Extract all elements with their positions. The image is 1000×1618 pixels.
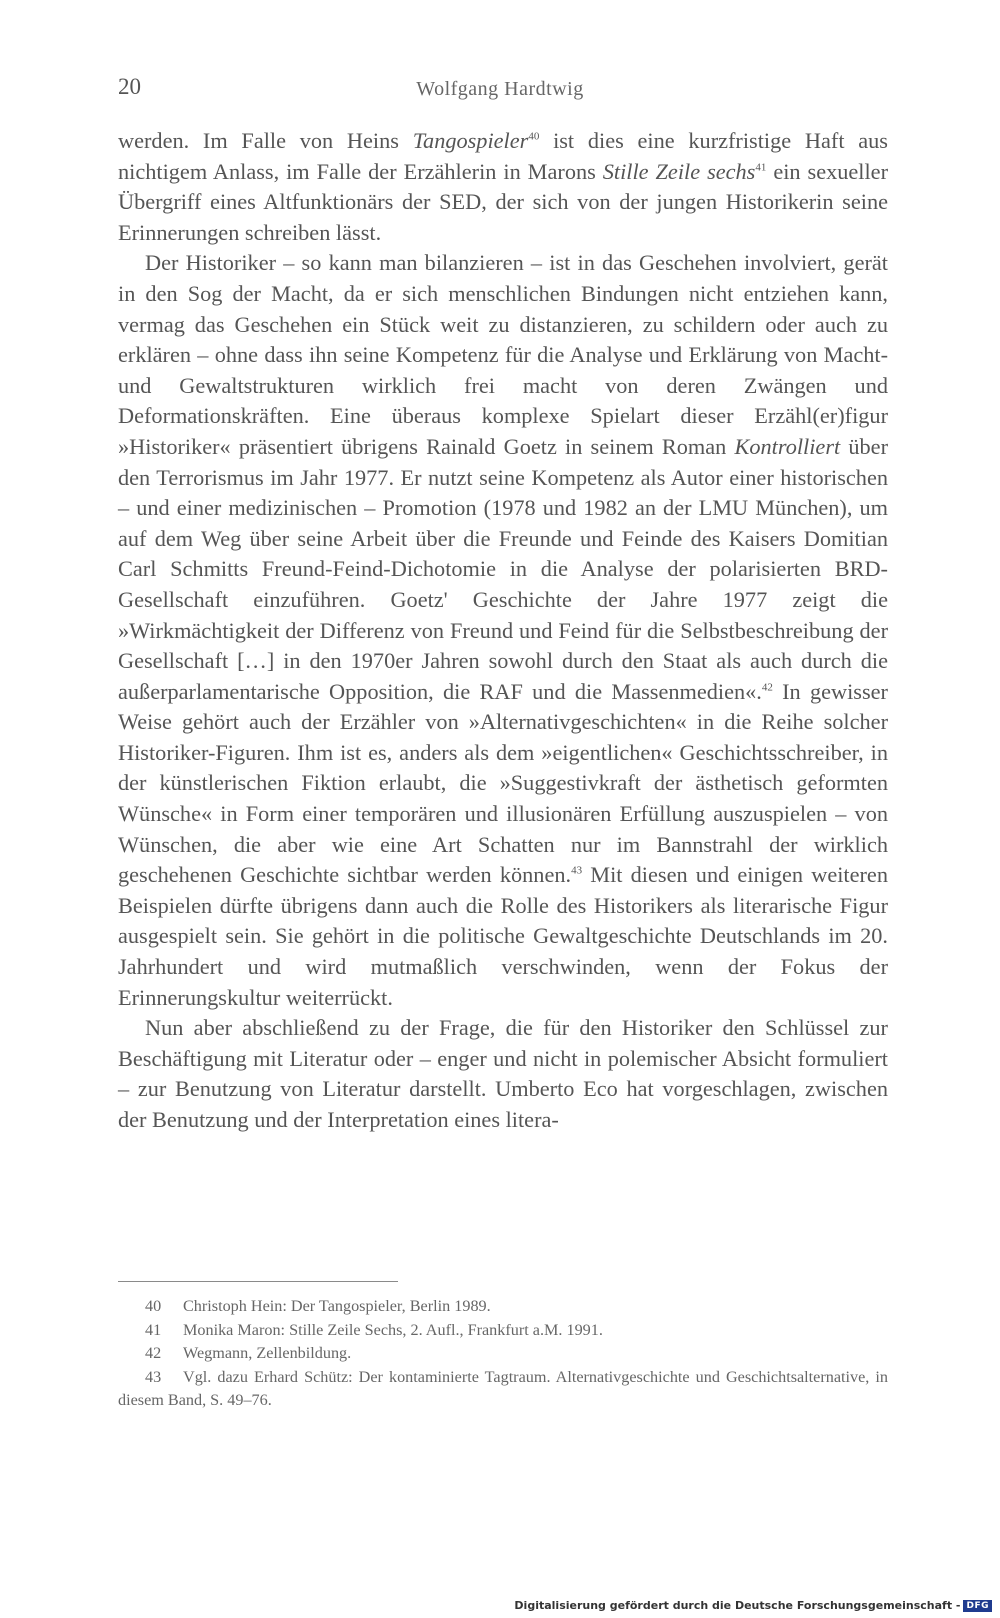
footnote-number: 43: [145, 1367, 162, 1386]
footnote-text: Christoph Hein: Der Tangospieler, Berlin 1989.: [183, 1297, 491, 1315]
text-run: Mit diesen und einigen weiteren Beispielen dürfte übrigens dann auch die Rolle des Historikers als literarische Figur ausgespielt sein. Sie gehört in die politische Gewaltgeschichte Deutschlands im 20. Jahrhundert und wird mutmaßlich verschwinden, wenn der Fokus der Erinnerungskultur weiterrückt.: [118, 862, 888, 1010]
running-head: Wolfgang Hardtwig: [416, 78, 584, 100]
text-run: Nun aber abschließend zu der Frage, die für den Historiker den Schlüssel zur Beschäftigung mit Literatur oder – enger und nicht in polemischer Absicht formuliert – zur Benutzung von Literatur darstellt. Umberto Eco hat vorgeschlagen, zwischen der Benutzung und der Interpretation eines litera-: [118, 1015, 888, 1132]
footnote: [118, 1295, 888, 1319]
footnote-ref: 42: [761, 681, 773, 694]
footnote-ref: 41: [755, 161, 767, 174]
italic-title: Stille Zeile sechs: [602, 158, 756, 184]
footnote-text: Vgl. dazu Erhard Schütz: Der kontaminierte Tagtraum. Alternativgeschichte und Geschichtsalternative, in diesem Band, S. 49–76.: [118, 1367, 888, 1409]
text-run: über den Terrorismus im Jahr 1977. Er nutzt seine Kompetenz als Autor einer historischen – und einer medizinischen – Promotion (1978 und 1982 an der LMU München), um auf dem Weg über seine Arbeit über die Freunde und Feinde des Kaisers Domitian Carl Schmitts Freund-Feind-Dichotomie in die Analyse der polarisierten BRD-Gesellschaft einzuführen. Goetz' Geschichte der Jahre 1977 zeigt die »Wirkmächtigkeit der Differenz von Freund und Feind für die Selbstbeschreibung der Gesellschaft […] in den 1970er Jahren sowohl durch den Staat als auch durch die außerparlamentarische Opposition, die RAF und die Massenmedien«.: [118, 433, 888, 704]
footnote: [118, 1319, 888, 1343]
footnote-text: Monika Maron: Stille Zeile Sechs, 2. Aufl., Frankfurt a.M. 1991.: [183, 1320, 603, 1339]
footnote-number: 41: [145, 1320, 162, 1339]
paragraph-3: [118, 1013, 888, 1135]
page-number: 20: [118, 74, 141, 99]
footnote: [118, 1366, 888, 1413]
footnotes: [118, 1295, 888, 1413]
text-run: ist dies eine kurzfristige Haft aus nichtigem Anlass, im Falle der Erzählerin in Marons: [118, 128, 888, 184]
footnote-rule: [118, 1281, 398, 1282]
digitization-note-text: Digitalisierung gefördert durch die Deutsche Forschungsgemeinschaft -: [514, 1599, 961, 1612]
text-run: ein sexueller Übergriff eines Altfunktionärs der SED, der sich von der jungen Historikerin seine Erinnerungen schreiben lässt.: [118, 158, 889, 245]
text-run: werden. Im Falle von Heins: [118, 128, 413, 153]
paragraph-1: [118, 126, 888, 248]
footnote-number: 40: [145, 1297, 162, 1315]
footnote: [118, 1342, 888, 1366]
body-text: [118, 126, 888, 1136]
italic-title: Tangospieler: [412, 128, 529, 153]
footnote-text: Wegmann, Zellenbildung.: [183, 1344, 352, 1362]
text-run: In gewisser Weise gehört auch der Erzähler von »Alternativgeschichten« in die Reihe solcher Historiker-Figuren. Ihm ist es, anders als dem »eigentlichen« Geschichtsschreiber, in der künstlerischen Fiktion erlaubt, die »Suggestivkraft der ästhetisch geformten Wünsche« in Form einer temporären und illusionären Erfüllung auszuspielen – von Wünschen, die aber wie eine Art Schatten nur im Bannstrahl der wirklich geschehenen Geschichte sichtbar werden können.: [118, 678, 888, 888]
dfg-logo: DFG: [963, 1600, 992, 1612]
paragraph-2: [118, 248, 888, 1013]
footnote-ref: 43: [571, 864, 583, 877]
digitization-note: [514, 1599, 992, 1612]
footnote-number: 42: [145, 1344, 162, 1362]
text-run: Der Historiker – so kann man bilanzieren – ist in das Geschehen involviert, gerät in den Sog der Macht, da er sich menschlichen Bindungen nicht entziehen kann, vermag das Geschehen ein Stück weit zu distanzieren, zu schildern oder auch zu erklären – ohne dass ihn seine Kompetenz für die Analyse und Erklärung von Macht- und Gewaltstrukturen wirklich frei macht von deren Zwängen und Deformationskräften. Eine überaus komplexe Spielart dieser Erzähl(er)figur »Historiker« präsentiert übrigens Rainald Goetz in seinem Roman: [118, 250, 888, 459]
italic-title: Kontrolliert: [734, 433, 841, 459]
footnote-ref: 40: [528, 130, 540, 143]
